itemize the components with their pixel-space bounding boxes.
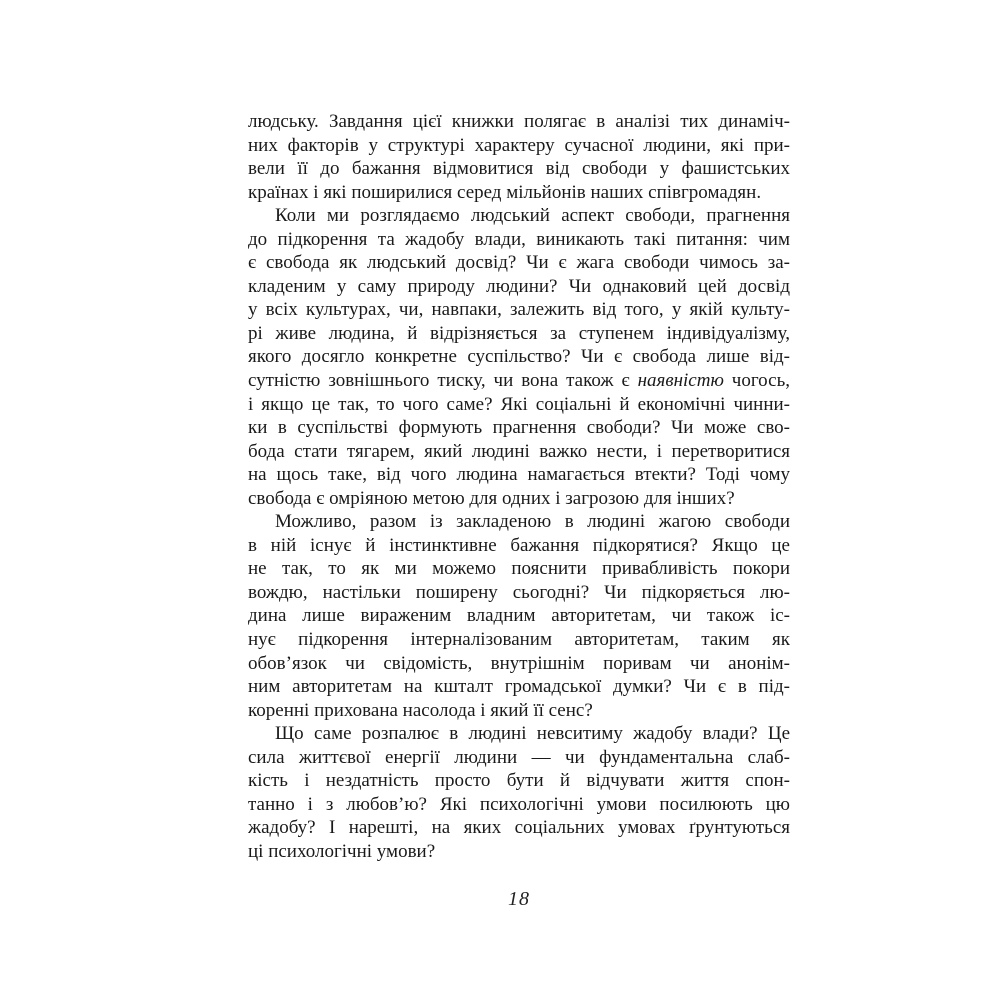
text-line: обов’язок чи свідомість, внутрішнім поривам чи анонім- bbox=[248, 652, 790, 674]
paragraph bbox=[248, 110, 790, 204]
text-line: на щось таке, від чого людина намагається втекти? Тоді чому bbox=[248, 464, 790, 486]
text-line: країнах і які поширилися серед мільйонів наших співгромадян. bbox=[248, 181, 762, 203]
paragraph bbox=[248, 204, 790, 510]
text-line: в ній існує й інстинктивне бажання підкорятися? Якщо це bbox=[248, 534, 790, 556]
text-line: є свобода як людський досвід? Чи є жага свободи чимось за- bbox=[248, 252, 790, 274]
text-line: сутністю зовнішнього тиску, чи вона також є наявністю чогось, bbox=[248, 370, 790, 392]
text-line: не так, то як ми можемо пояснити привабливість покори bbox=[248, 558, 790, 580]
text-line: свобода є омріяною метою для одних і загрозою для інших? bbox=[248, 487, 735, 509]
text-line: кість і нездатність просто бути й відчувати життя спон- bbox=[248, 770, 790, 792]
text-line: Що саме розпалює в людині невситиму жадобу влади? Це bbox=[275, 723, 790, 745]
text-line: коренні прихована насолода і який її сенс? bbox=[248, 699, 593, 721]
text-line: бода стати тягарем, який людині важко нести, і перетворитися bbox=[248, 440, 790, 462]
text-line: і якщо це так, то чого саме? Які соціальні й економічні чинни- bbox=[248, 393, 790, 415]
text-line: Коли ми розглядаємо людський аспект свободи, прагнення bbox=[275, 205, 790, 227]
text-line: ці психологічні умови? bbox=[248, 840, 436, 862]
text-line: вождю, настільки поширену сьогодні? Чи підкоряється лю- bbox=[248, 581, 790, 603]
text-line: людську. Завдання цієї книжки полягає в аналізі тих динаміч- bbox=[248, 111, 790, 132]
text-line: кладеним у саму природу людини? Чи однаковий цей досвід bbox=[248, 275, 790, 297]
text-line: вели її до бажання відмовитися від свободи у фашистських bbox=[248, 158, 790, 180]
text-line: якого досягло конкретне суспільство? Чи є свобода лише від- bbox=[248, 346, 790, 368]
paragraph bbox=[248, 722, 790, 863]
text-line: танно і з любов’ю? Які психологічні умови посилюють цю bbox=[248, 793, 790, 815]
text-line: у всіх культурах, чи, навпаки, залежить від того, у якій культу- bbox=[248, 299, 790, 321]
page-number: 18 bbox=[508, 888, 530, 910]
text-line: Можливо, разом із закладеною в людині жагою свободи bbox=[275, 511, 790, 533]
paragraph bbox=[248, 510, 790, 722]
text-line: них факторів у структурі характеру сучасної людини, які при- bbox=[248, 134, 790, 156]
text-line: сила життєвої енергії людини — чи фундаментальна слаб- bbox=[248, 746, 790, 768]
text-line: ки в суспільстві формують прагнення свободи? Чи може сво- bbox=[248, 417, 790, 439]
text-line: нує підкорення інтерналізованим авторитетам, таким як bbox=[248, 629, 790, 651]
text-line: жадобу? І нарешті, на яких соціальних умовах ґрунтуються bbox=[248, 817, 790, 839]
body-text bbox=[248, 110, 790, 864]
text-line: до підкорення та жадобу влади, виникають такі питання: чим bbox=[248, 228, 790, 250]
text-line: дина лише вираженим владним авторитетам, чи також іс- bbox=[248, 605, 790, 627]
text-line: ним авторитетам на кшталт громадської думки? Чи є в під- bbox=[248, 676, 790, 698]
text-line: рі живе людина, й відрізняється за ступенем індивідуалізму, bbox=[248, 322, 790, 344]
